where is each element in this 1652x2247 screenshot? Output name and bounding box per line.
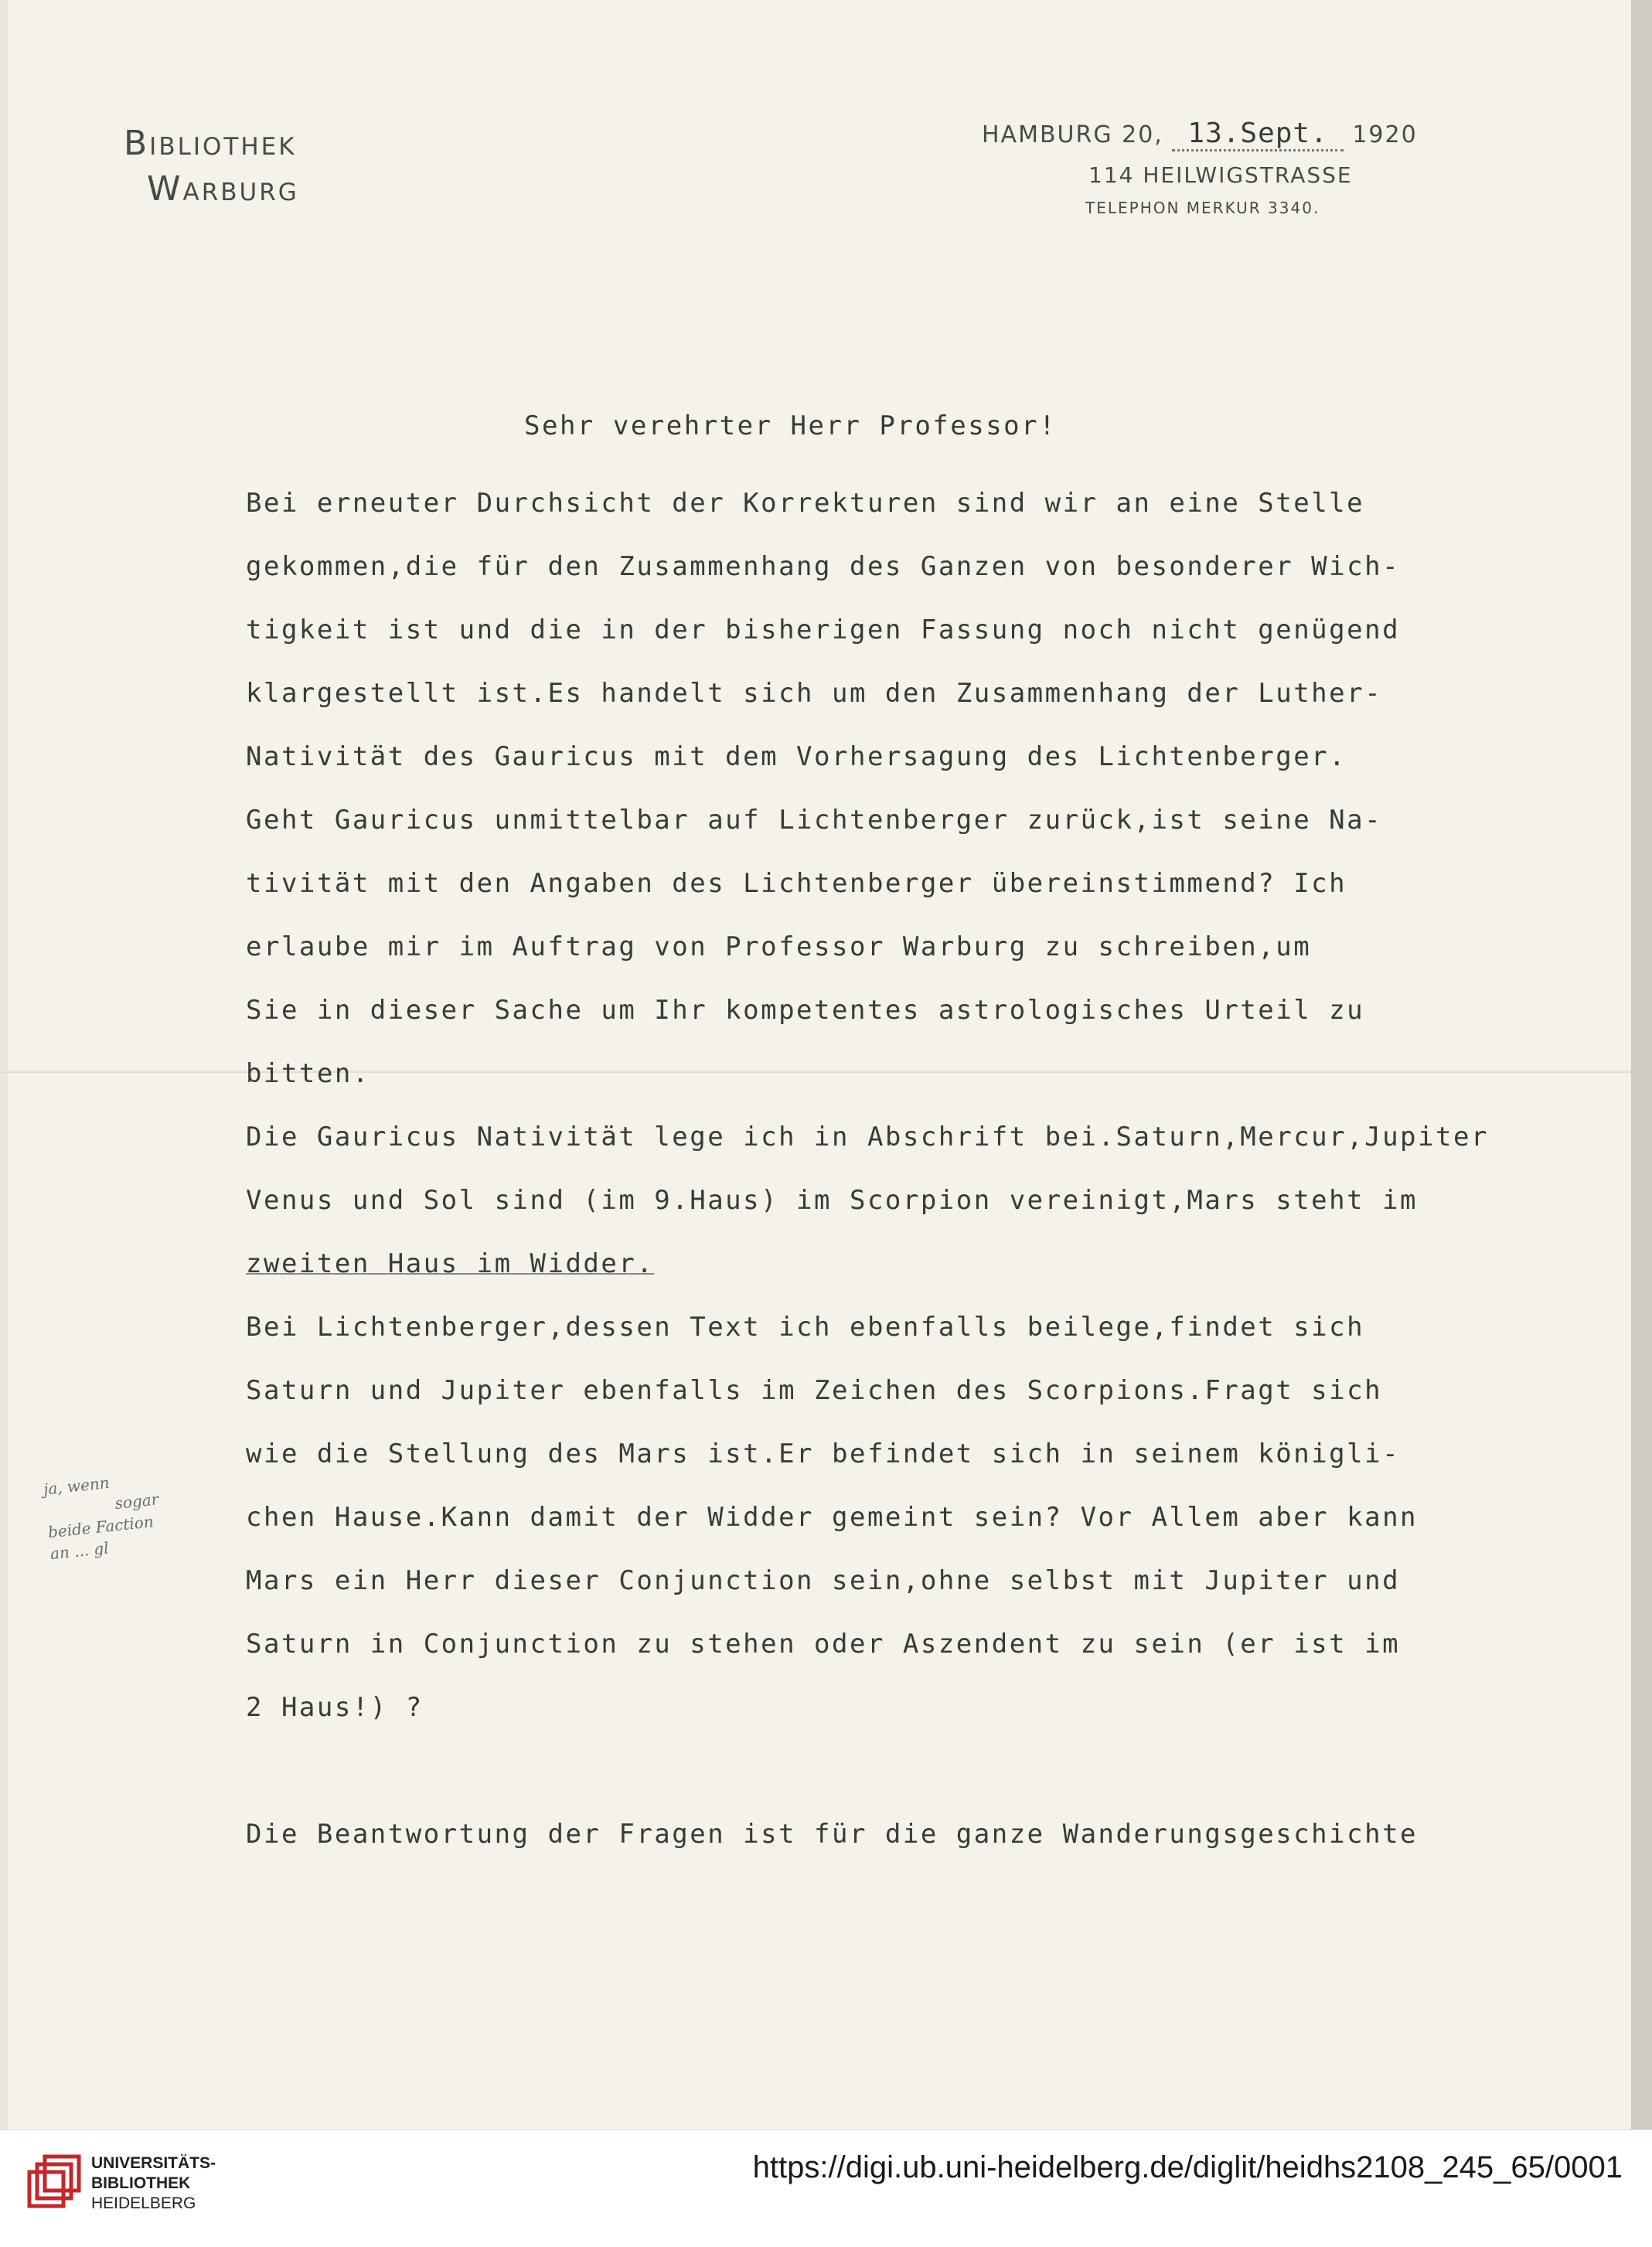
letter-line: Saturn und Jupiter ebenfalls im Zeichen des Scorpions.Fragt sich [246, 1375, 1383, 1406]
letter-line: gekommen,die für den Zusammenhang des Ganzen von besonderer Wich- [246, 551, 1401, 582]
letter-line: Die Gauricus Nativität lege ich in Abschrift bei.Saturn,Mercur,Jupiter [246, 1122, 1489, 1152]
letter-line: 2 Haus!) ? [246, 1692, 424, 1723]
org-name-line2: Warburg [147, 169, 299, 209]
letter-line: Die Beantwortung der Fragen ist für die ganze Wanderungsgeschichte [246, 1819, 1419, 1850]
letter-line: Geht Gauricus unmittelbar auf Lichtenberger zurück,ist seine Na- [246, 805, 1383, 836]
letter-line-underlined: zweiten Haus im Widder. [246, 1248, 655, 1279]
library-name-line1: UNIVERSITÄTS- [91, 2154, 216, 2172]
library-name [91, 2153, 216, 2214]
letterhead-organization [124, 124, 299, 209]
library-name-line3: HEIDELBERG [91, 2194, 196, 2212]
telephone: TELEPHON MERKUR 3340. [1085, 199, 1320, 217]
letter-line: klargestellt ist.Es handelt sich um den Zusammenhang der Luther- [246, 678, 1383, 709]
letter-line: Saturn in Conjunction zu stehen oder Aszendent zu sein (er ist im [246, 1629, 1401, 1660]
letter-year: 1920 [1352, 121, 1418, 148]
letter-line [246, 1739, 1606, 1803]
marginalia-line: an ... gl [49, 1538, 110, 1564]
org-name-line1: Bibliothek [124, 124, 297, 163]
city: HAMBURG 20, [982, 121, 1163, 148]
salutation: Sehr verehrter Herr Professor! [524, 410, 1058, 441]
letter-line: erlaube mir im Auftrag von Professor Warburg zu schreiben,um [246, 931, 1312, 962]
marginalia-line: ja, wenn [43, 1472, 111, 1499]
letter-line: chen Hause.Kann damit der Widder gemeint sein? Vor Allem aber kann [246, 1502, 1419, 1533]
marginalia-line: beide Faction [46, 1512, 155, 1542]
scan-left-edge [0, 0, 8, 2130]
scan-right-edge [1631, 0, 1652, 2130]
letter-line: wie die Stellung des Mars ist.Er befindet sich in seinem königli- [246, 1438, 1401, 1469]
letterhead-address [982, 117, 1523, 217]
footer-bar [0, 2130, 1652, 2247]
library-logo-icon [23, 2149, 85, 2211]
letter-date: 13.Sept. [1172, 117, 1343, 152]
letter-line: Sie in dieser Sache um Ihr kompetentes astrologisches Urteil zu [246, 995, 1365, 1026]
letter-line: Bei erneuter Durchsicht der Korrekturen sind wir an eine Stelle [246, 488, 1365, 519]
letter-line: Mars ein Herr dieser Conjunction sein,ohne selbst mit Jupiter und [246, 1565, 1401, 1596]
letter-line: tivität mit den Angaben des Lichtenberger übereinstimmend? Ich [246, 868, 1347, 899]
letter-line: Bei Lichtenberger,dessen Text ich ebenfalls beilege,findet sich [246, 1312, 1365, 1343]
letter-line: Venus und Sol sind (im 9.Haus) im Scorpion vereinigt,Mars steht im [246, 1185, 1419, 1216]
library-name-line2: BIBLIOTHEK [91, 2174, 191, 2192]
street-address: 114 HEILWIGSTRASSE [1088, 162, 1353, 188]
letter-line: tigkeit ist und die in der bisherigen Fassung noch nicht genügend [246, 615, 1401, 645]
permalink-url[interactable]: https://digi.ub.uni-heidelberg.de/diglit/heidhs2108_245_65/0001 [752, 2150, 1623, 2184]
marginalia-line: sogar [114, 1489, 160, 1513]
letter-line: bitten. [246, 1058, 370, 1089]
letter-line: Nativität des Gauricus mit dem Vorhersagung des Lichtenberger. [246, 741, 1347, 772]
date-line [982, 117, 1523, 152]
letter-body [246, 394, 1606, 1866]
